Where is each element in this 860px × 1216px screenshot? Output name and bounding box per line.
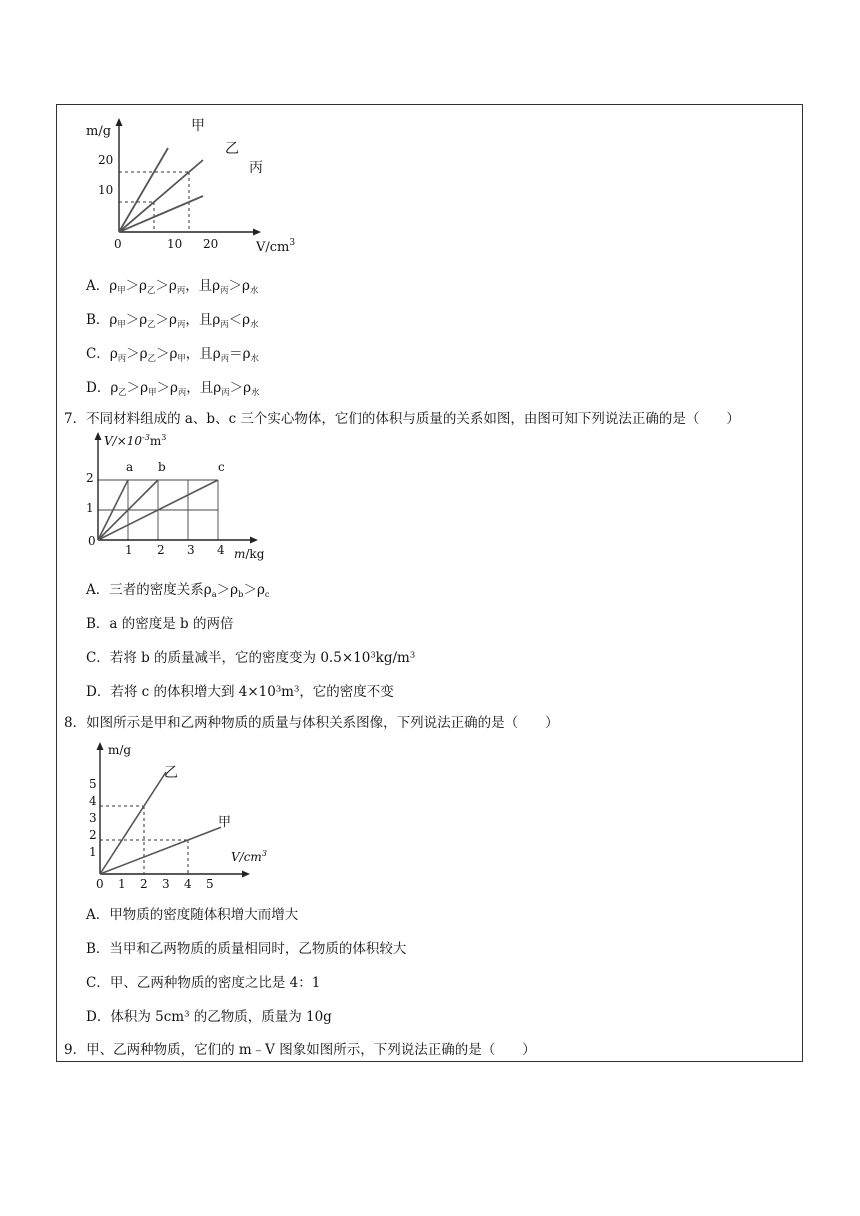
x-tick-label: 3 [187,543,195,557]
q8-stem: 8．如图所示是甲和乙两种物质的质量与体积关系图像，下列说法正确的是（ ） [64,715,559,731]
chart-q6 [80,112,320,254]
q7-option-d[interactable]: D．若将 c 的体积增大到 $4\times 10^3m^3$，它的密度不变 [86,683,394,700]
x-axis-arrow [253,229,261,236]
y-tick-label: 2 [86,471,94,485]
x-tick-label: 2 [157,543,165,557]
y-tick-label: 3 [89,811,97,825]
x-tick-label: 4 [184,877,192,891]
q8-option-d[interactable]: D．体积为 $5cm^3$ 的乙物质，质量为 10g [86,1008,332,1025]
y-axis-arrow [116,118,123,126]
q7-option-b[interactable]: B．a 的密度是 b 的两倍 [86,616,234,632]
x-axis-arrow [250,537,258,544]
x-axis-arrow [242,871,250,878]
x-axis-label: $V/cm^3$ [231,849,267,864]
y-tick-label: 10 [98,183,114,197]
q6-option-b[interactable]: B．$\rho_甲>\rho_乙>\rho_丙$，且$\rho_丙<\rho_水$ [86,312,259,329]
series-line [100,772,166,874]
q8-option-c[interactable]: C．甲、乙两种物质的密度之比是 4：1 [86,975,321,991]
series-label-jia: 甲 [218,815,232,830]
q9-stem: 9．甲、乙两种物质，它们的 m﹣V 图象如图所示，下列说法正确的是（ ） [64,1042,536,1058]
x-tick-label: 0 [114,237,122,251]
x-tick-label: 5 [206,877,214,891]
series-label-jia: 甲 [191,118,205,134]
x-tick-label: 1 [118,877,126,891]
series-label-c: c [218,460,225,474]
series-label-a: a [126,460,134,474]
x-tick-label: 0 [96,877,104,891]
q7-stem: 7．不同材料组成的 a、b、c 三个实心物体，它们的体积与质量的关系如图，由图可知下列说法正确的是（ ） [64,411,740,427]
q7-option-a[interactable]: A．三者的密度关系$\rho_a>\rho_b>\rho_c$ [86,582,270,599]
q8-option-b[interactable]: B．当甲和乙两物质的质量相同时，乙物质的体积较大 [86,941,407,957]
x-tick-label: 4 [217,543,225,557]
chart-q7 [80,430,280,564]
x-tick-label: 20 [203,237,219,251]
y-tick-label: 20 [98,153,114,167]
q8-option-a[interactable]: A．甲物质的密度随体积增大而增大 [86,907,299,923]
y-axis-label: $V/\times 10^{-3}m^3$ [104,433,167,448]
series-line [119,148,168,232]
series-label-yi: 乙 [225,141,239,157]
y-axis-arrow [95,432,102,440]
y-axis-label: m/g [108,743,132,757]
x-tick-label: 3 [162,877,170,891]
y-tick-label: 1 [89,845,97,859]
y-tick-label: 5 [89,777,97,791]
q6-option-d[interactable]: D．$\rho_乙>\rho_甲>\rho_丙$，且$\rho_丙>\rho_水$ [86,380,260,397]
x-tick-label: 2 [140,877,148,891]
x-tick-label: 1 [125,543,133,557]
series-label-bing: 丙 [249,160,263,176]
q7-option-c[interactable]: C．若将 b 的质量减半，它的密度变为 $0.5\times 10^3kg/m^3$ [86,649,416,666]
chart-q8 [84,738,284,892]
y-tick-label: 1 [86,501,94,515]
y-tick-label: 2 [89,828,97,842]
q6-option-c[interactable]: C．$\rho_丙>\rho_乙>\rho_甲$，且$\rho_丙=\rho_水$ [86,346,259,363]
series-label-b: b [158,460,166,474]
x-tick-label: 10 [167,237,183,251]
x-axis-label: m/kg [234,547,265,561]
series-line [100,827,221,874]
series-label-yi: 乙 [164,765,178,781]
y-axis-arrow [97,742,104,750]
x-tick-label: 0 [88,534,96,548]
q6-option-a[interactable]: A．$\rho_甲>\rho_乙>\rho_丙$，且$\rho_丙>\rho_水$ [86,278,259,295]
y-axis-label: m/g [86,124,112,139]
series-line [119,160,203,232]
x-axis-label: $V/cm^3$ [256,238,296,254]
y-tick-label: 4 [89,794,97,808]
series-line [119,196,203,232]
